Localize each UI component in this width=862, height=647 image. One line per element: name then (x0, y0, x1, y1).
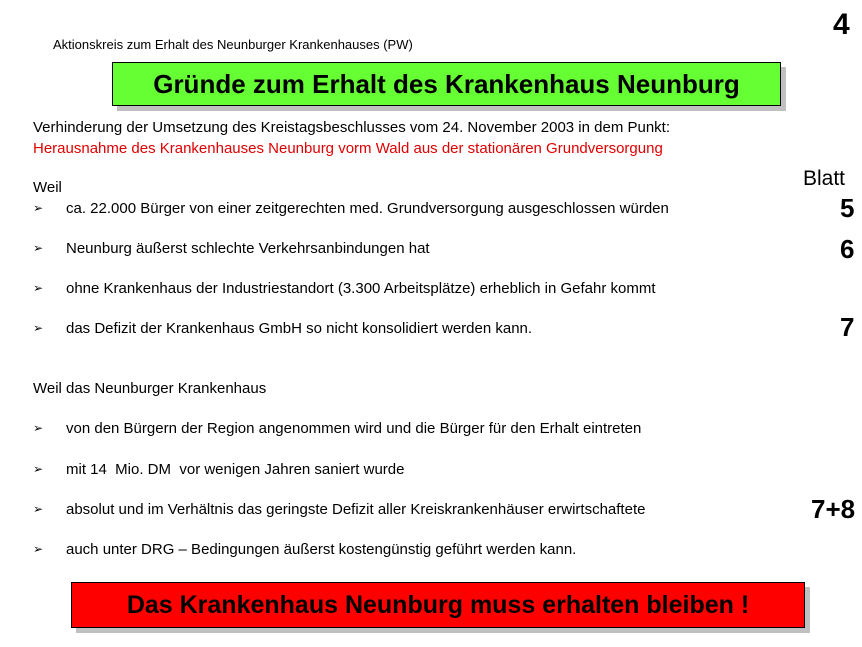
bullet-text: das Defizit der Krankenhaus GmbH so nicht konsolidiert werden kann. (66, 319, 533, 337)
sheet-reference: 7 (840, 312, 855, 342)
bullet-text: Neunburg äußerst schlechte Verkehrsanbindungen hat (66, 239, 430, 257)
bullet-text: von den Bürgern der Region angenommen wird und die Bürger für den Erhalt eintreten (66, 419, 642, 437)
intro-line-1: Verhinderung der Umsetzung des Kreistagsbeschlusses vom 24. November 2003 in dem Punkt: (33, 119, 671, 136)
list-item (33, 237, 430, 259)
sheet-reference: 5 (840, 193, 855, 223)
intro-line-2: Herausnahme des Krankenhauses Neunburg vorm Wald aus der stationären Grundversorgung (33, 140, 663, 157)
bullet-text: mit 14 Mio. DM vor wenigen Jahren saniert wurde (66, 460, 405, 478)
bullet-text: ca. 22.000 Bürger von einer zeitgerechten med. Grundversorgung ausgeschlossen würden (66, 199, 669, 217)
footer-banner: Das Krankenhaus Neunburg muss erhalten bleiben ! (71, 582, 805, 628)
list-item (33, 277, 656, 299)
list-item (33, 197, 669, 219)
bullet-text: ohne Krankenhaus der Industriestandort (3.300 Arbeitsplätze) erheblich in Gefahr kommt (66, 279, 656, 297)
page-number: 4 (833, 8, 850, 41)
list-item (33, 317, 532, 339)
list-item (33, 498, 645, 520)
arrow-bullet-icon: ➢ (33, 281, 44, 295)
list-item (33, 458, 404, 480)
organization-subtitle: Aktionskreis zum Erhalt des Neunburger Krankenhauses (PW) (53, 37, 413, 52)
list-item (33, 538, 576, 560)
section-1-heading: Weil (33, 179, 62, 196)
section-2-heading: Weil das Neunburger Krankenhaus (33, 380, 267, 397)
arrow-bullet-icon: ➢ (33, 421, 44, 435)
blatt-label: Blatt (803, 167, 846, 190)
arrow-bullet-icon: ➢ (33, 502, 44, 516)
page-title: Gründe zum Erhalt des Krankenhaus Neunburg (112, 62, 781, 106)
arrow-bullet-icon: ➢ (33, 542, 44, 556)
arrow-bullet-icon: ➢ (33, 321, 44, 335)
bullet-text: absolut und im Verhältnis das geringste Defizit aller Kreiskrankenhäuser erwirtschaftete (66, 500, 646, 518)
arrow-bullet-icon: ➢ (33, 201, 44, 215)
arrow-bullet-icon: ➢ (33, 462, 44, 476)
arrow-bullet-icon: ➢ (33, 241, 44, 255)
bullet-text: auch unter DRG – Bedingungen äußerst kostengünstig geführt werden kann. (66, 540, 577, 558)
sheet-reference: 7+8 (811, 494, 856, 524)
list-item (33, 417, 641, 439)
sheet-reference: 6 (840, 234, 855, 264)
